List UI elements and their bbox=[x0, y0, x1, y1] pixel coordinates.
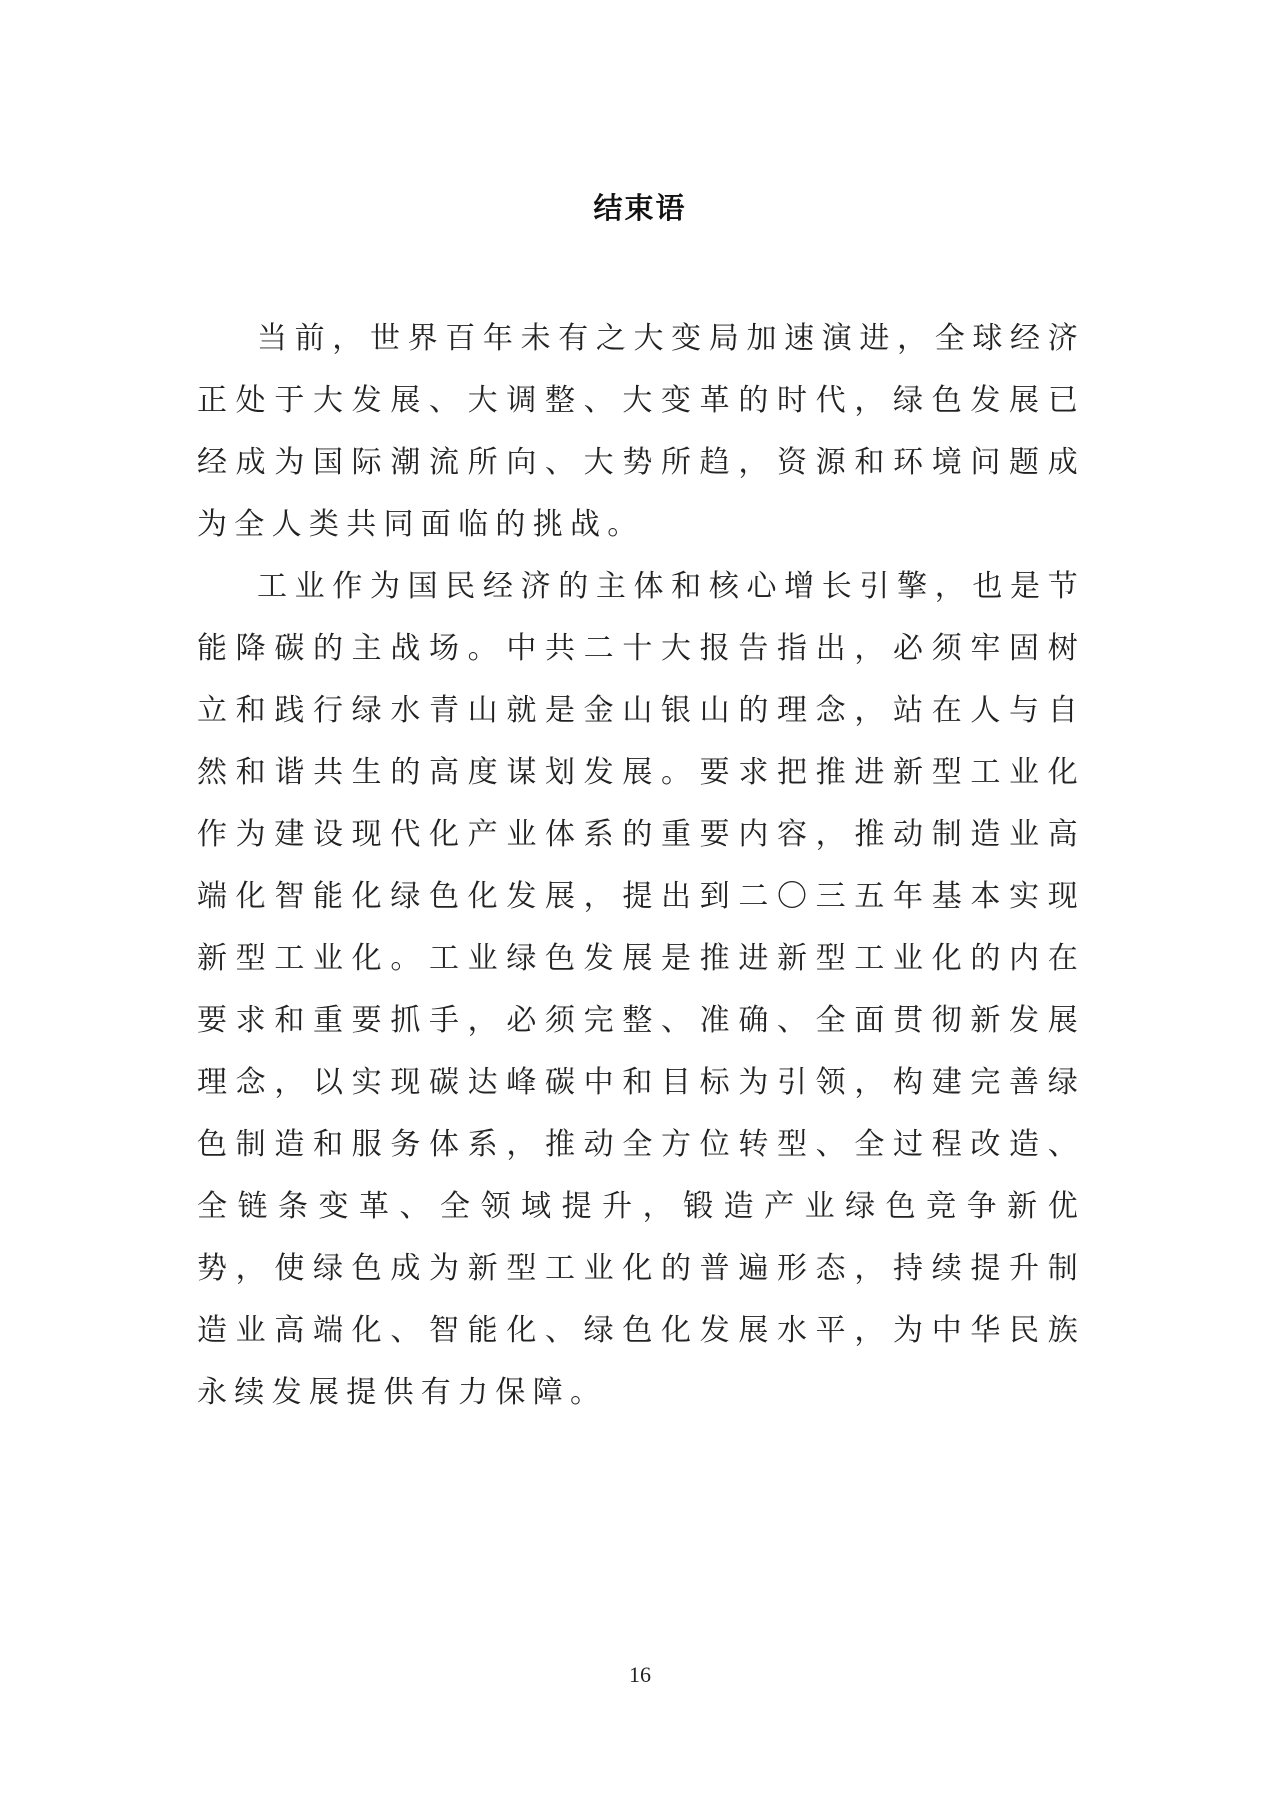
paragraph-intro: 当前，世界百年未有之大变局加速演进，全球经济正处于大发展、大调整、大变革的时代，绿色发展已经成为国际潮流所向、大势所趋，资源和环境问题成为全人类共同面临的挑战。 bbox=[197, 321, 1085, 542]
page-number: 16 bbox=[629, 1662, 651, 1687]
body-text bbox=[197, 308, 1085, 1424]
section-title: 结束语 bbox=[593, 191, 687, 225]
paragraph-industry: 工业作为国民经济的主体和核心增长引擎，也是节能降碳的主战场。中共二十大报告指出，必须牢固树立和践行绿水青山就是金山银山的理念，站在人与自然和谐共生的高度谋划发展。要求把推进新型工业化作为建设现代化产业体系的重要内容，推动制造业高端化智能化绿色化发展，提出到二〇三五年基本实现新型工业化。工业绿色发展是推进新型工业化的内在要求和重要抓手，必须完整、准确、全面贯彻新发展理念，以实现碳达峰碳中和目标为引领，构建完善绿色制造和服务体系，推动全方位转型、全过程改造、全链条变革、全领域提升，锻造产业绿色竞争新优势，使绿色成为新型工业化的普遍形态，持续提升制造业高端化、智能化、绿色化发展水平，为中华民族永续发展提供有力保障。 bbox=[197, 569, 1085, 1410]
